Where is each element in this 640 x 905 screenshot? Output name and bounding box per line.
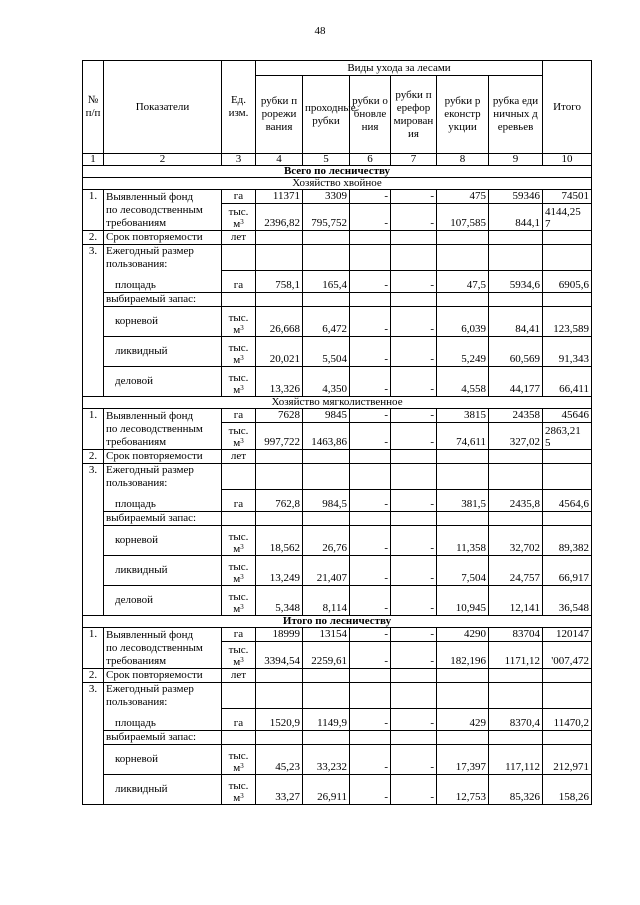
table-row: выбираемый запас: — [83, 731, 592, 745]
header-unit: Ед. изм. — [222, 61, 256, 154]
section-subtitle: Хозяйство хвойное — [83, 178, 592, 190]
header-renewal: рубки обновления — [350, 76, 391, 154]
table-row: 1. Выявленный фонд га 18999 13154 - - 4290 83704 120147 — [83, 628, 592, 642]
table-row: 2. Срок повторяемости лет — [83, 449, 592, 463]
table-row: 2. Срок повторяемости лет — [83, 668, 592, 682]
header-indicator: Показатели — [104, 61, 222, 154]
table-row: 3. Ежегодный размер пользования: — [83, 244, 592, 271]
section-subtitle: Хозяйство мягколиственное — [83, 397, 592, 409]
section-title: Итого по лесничеству — [83, 616, 592, 628]
header-total: Итого — [543, 61, 592, 154]
header-group: Виды ухода за лесами — [256, 61, 543, 76]
table-row: корневой тыс. $м^3$ 18,562 26,76 - - 11,358 32,702 89,382 — [83, 526, 592, 556]
forest-care-table — [82, 60, 592, 805]
table-row: площадь га 762,8 984,5 - - 381,5 2435,8 4564,6 — [83, 490, 592, 512]
table-row: по лесоводственным требованиям тыс. $м^3$ 3394,54 2259,61 - - 182,196 1171,12 '007,472 — [83, 642, 592, 669]
table-row: выбираемый запас: — [83, 293, 592, 307]
table-row: 2. Срок повторяемости лет — [83, 230, 592, 244]
header-recon: рубки реконструкции — [437, 76, 489, 154]
table-row: корневой тыс. $м^3$ 45,23 33,232 - - 17,397 117,112 212,971 — [83, 745, 592, 775]
table-row: деловой тыс. $м^3$ 13,326 4,350 - - 4,558 44,177 66,411 — [83, 367, 592, 397]
section-title: Всего по лесничеству — [83, 166, 592, 178]
header-single: рубка единичных деревьев — [489, 76, 543, 154]
table-row: 3. Ежегодный размер пользования: — [83, 463, 592, 490]
column-numbers: 1 2 3 4 5 6 7 8 9 10 — [83, 154, 592, 166]
header-thinning: рубки прореживания — [256, 76, 303, 154]
table-row: 1. Выявленный фонд га 11371 3309 - - 475 59346 74501 — [83, 190, 592, 204]
table-row: ликвидный тыс. $м^3$ 20,021 5,504 - - 5,249 60,569 91,343 — [83, 337, 592, 367]
table-row: выбираемый запас: — [83, 512, 592, 526]
header-num: № п/п — [83, 61, 104, 154]
header-pass: проходные рубки — [303, 76, 350, 154]
table-row: 1. Выявленный фонд га 7628 9845 - - 3815 24358 45646 — [83, 409, 592, 423]
table-row: по лесоводственным требованиям тыс. $м^3$ 2396,82 795,752 - - 107,585 844,1 4144,25 7 — [83, 204, 592, 231]
page-number: 48 — [314, 25, 326, 37]
table-row: 3. Ежегодный размер пользования: — [83, 682, 592, 709]
header-reform: рубки переформирования — [391, 76, 437, 154]
table-row: деловой тыс. $м^3$ 5,348 8,114 - - 10,945 12,141 36,548 — [83, 586, 592, 616]
table-row: корневой тыс. $м^3$ 26,668 6,472 - - 6,039 84,41 123,589 — [83, 307, 592, 337]
table-row: ликвидный тыс. $м^3$ 33,27 26,911 - - 12,753 85,326 158,26 — [83, 775, 592, 805]
table-row: площадь га 758,1 165,4 - - 47,5 5934,6 6905,6 — [83, 271, 592, 293]
table-row: площадь га 1520,9 1149,9 - - 429 8370,4 11470,2 — [83, 709, 592, 731]
table-row: ликвидный тыс. $м^3$ 13,249 21,407 - - 7,504 24,757 66,917 — [83, 556, 592, 586]
table-row: по лесоводственным требованиям тыс. $м^3$ 997,722 1463,86 - - 74,611 327,02 2863,21 5 — [83, 423, 592, 450]
